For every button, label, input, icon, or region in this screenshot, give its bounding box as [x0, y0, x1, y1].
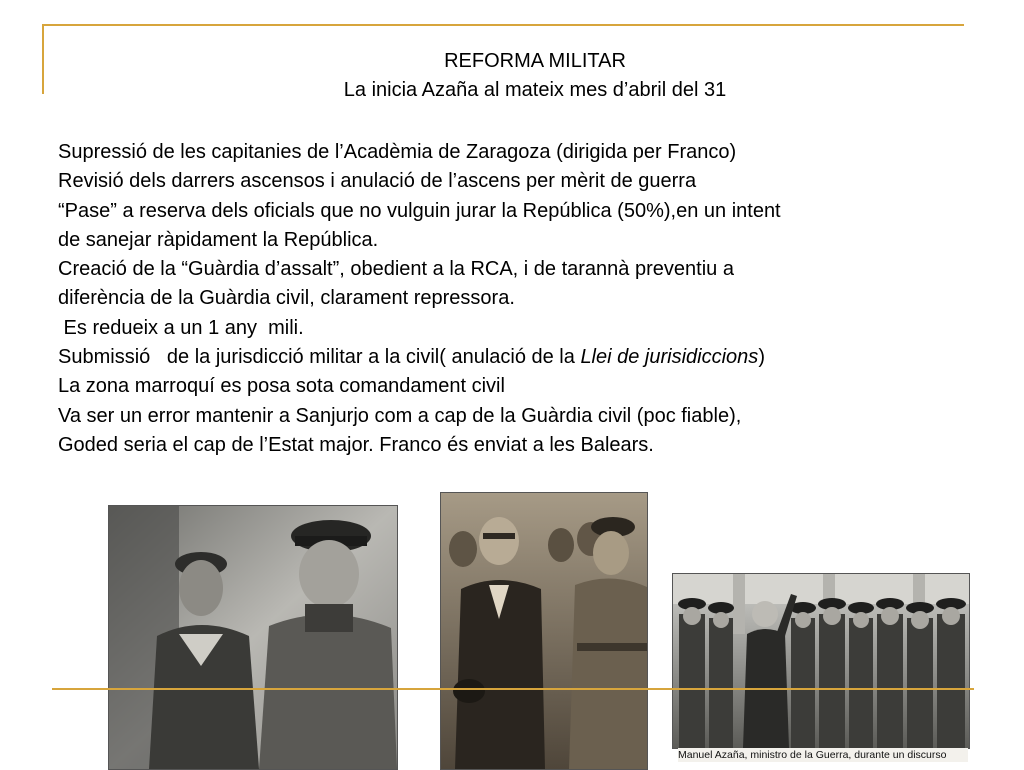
body-line-4: de sanejar ràpidament la República. [58, 228, 379, 251]
law-name-italic: Llei de jurisidiccions [580, 346, 759, 369]
body-line-1: Supressió de les capitanies de l’Acadèmia de Zaragoza (dirigida per Franco) [58, 141, 737, 163]
photo-officers-conversation [108, 505, 398, 770]
body-line-11: Goded seria el cap de l’Estat major. Franco és enviat a les Balears. [58, 433, 654, 456]
frame-line-top [42, 24, 964, 26]
photo-azana-with-officers [440, 492, 648, 770]
body-line-6: diferència de la Guàrdia civil, clarament repressora. [58, 287, 515, 310]
body-line-5: Creació de la “Guàrdia d’assalt”, obedient a la RCA, i de tarannà preventiu a [58, 258, 734, 281]
slide-title: REFORMA MILITAR [444, 50, 626, 72]
body-line-8-pre: Submissió de la jurisdicció militar a la civil( anulació de la [58, 346, 581, 369]
body-line-2: Revisió dels darrers ascensos i anulació de l’ascens per mèrit de guerra [58, 170, 697, 193]
body-line-10: Va ser un error mantenir a Sanjurjo com a cap de la Guàrdia civil (poc fiable), [58, 404, 742, 427]
body-line-7: Es redueix a un 1 any mili. [58, 316, 304, 339]
slide-subtitle: La inicia Azaña al mateix mes d’abril del 31 [343, 79, 727, 101]
frame-line-bottom [52, 688, 974, 690]
body-line-3: “Pase” a reserva dels oficials que no vulguin jurar la República (50%),en un intent [58, 199, 781, 222]
body-line-8-post: ) [758, 346, 765, 369]
photo-azana-speech [672, 573, 970, 749]
photo-group-illustration [441, 493, 647, 769]
photo-speech-illustration [673, 574, 969, 748]
slide-body [58, 138, 998, 460]
photo-caption: Manuel Azaña, ministro de la Guerra, durante un discurso [678, 748, 968, 762]
body-line-9: La zona marroquí es posa sota comandament civil [58, 375, 505, 398]
photo-officers-illustration [109, 506, 397, 769]
body-line-8 [58, 343, 998, 372]
